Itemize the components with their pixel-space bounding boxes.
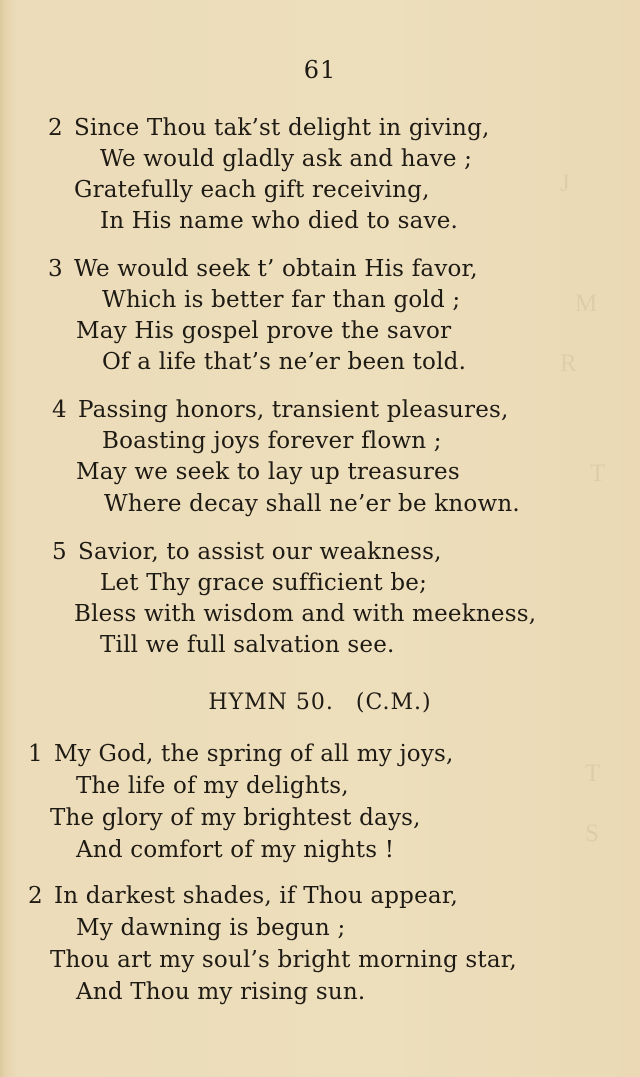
hymn-meter: (C.M.) bbox=[355, 690, 432, 715]
stanza-4-line-1: 4 Passing honors, transient pleasures, bbox=[52, 397, 509, 423]
stanza-2-line-3: Gratefully each gift receiving, bbox=[74, 177, 430, 203]
hymn-stanza-2-line-2: My dawning is begun ; bbox=[76, 915, 346, 941]
page-number: 61 bbox=[303, 56, 337, 84]
stanza-3-line-1: 3 We would seek t’ obtain His favor, bbox=[48, 256, 478, 282]
stanza-2-line-1: 2 Since Thou tak’st delight in giving, bbox=[48, 115, 490, 141]
hymn-stanza-2-line-1: 2 In darkest shades, if Thou appear, bbox=[28, 883, 458, 909]
hymn-stanza-1-line-3: The glory of my brightest days, bbox=[50, 805, 421, 831]
hymn-title: HYMN 50. bbox=[208, 690, 334, 715]
stanza-5-line-2: Let Thy grace sufficient be; bbox=[100, 570, 428, 596]
stanza-number: 3 bbox=[48, 256, 63, 282]
show-through-texture: R bbox=[560, 350, 577, 377]
show-through-texture: J bbox=[560, 170, 570, 197]
stanza-3-line-3: May His gospel prove the savor bbox=[76, 318, 452, 344]
stanza-5-line-1: 5 Savior, to assist our weakness, bbox=[52, 539, 442, 565]
show-through-texture: M bbox=[575, 290, 598, 317]
stanza-number: 1 bbox=[28, 741, 43, 767]
stanza-3-line-2: Which is better far than gold ; bbox=[102, 287, 461, 313]
show-through-texture: S bbox=[585, 820, 599, 847]
stanza-number: 2 bbox=[28, 883, 43, 909]
stanza-4-line-4: Where decay shall ne’er be known. bbox=[104, 491, 520, 517]
stanza-4-line-3: May we seek to lay up treasures bbox=[76, 459, 460, 485]
stanza-number: 4 bbox=[52, 397, 67, 423]
stanza-number: 2 bbox=[48, 115, 63, 141]
stanza-5-line-3: Bless with wisdom and with meekness, bbox=[74, 601, 537, 627]
stanza-2-line-4: In His name who died to save. bbox=[100, 208, 459, 234]
hymn-stanza-2-line-4: And Thou my rising sun. bbox=[76, 979, 366, 1005]
hymn-stanza-2-line-3: Thou art my soul’s bright morning star, bbox=[50, 947, 517, 973]
stanza-2-line-2: We would gladly ask and have ; bbox=[100, 146, 473, 172]
show-through-texture: T bbox=[585, 760, 601, 787]
stanza-3-line-4: Of a life that’s ne’er been told. bbox=[102, 349, 467, 375]
stanza-5-line-4: Till we full salvation see. bbox=[100, 632, 395, 658]
hymn-stanza-1-line-4: And comfort of my nights ! bbox=[76, 837, 395, 863]
stanza-number: 5 bbox=[52, 539, 67, 565]
hymn-heading bbox=[0, 690, 640, 715]
stanza-4-line-2: Boasting joys forever flown ; bbox=[102, 428, 442, 454]
hymn-stanza-1-line-1: 1 My God, the spring of all my joys, bbox=[28, 741, 454, 767]
hymn-stanza-1-line-2: The life of my delights, bbox=[76, 773, 349, 799]
show-through-texture: T bbox=[590, 460, 606, 487]
